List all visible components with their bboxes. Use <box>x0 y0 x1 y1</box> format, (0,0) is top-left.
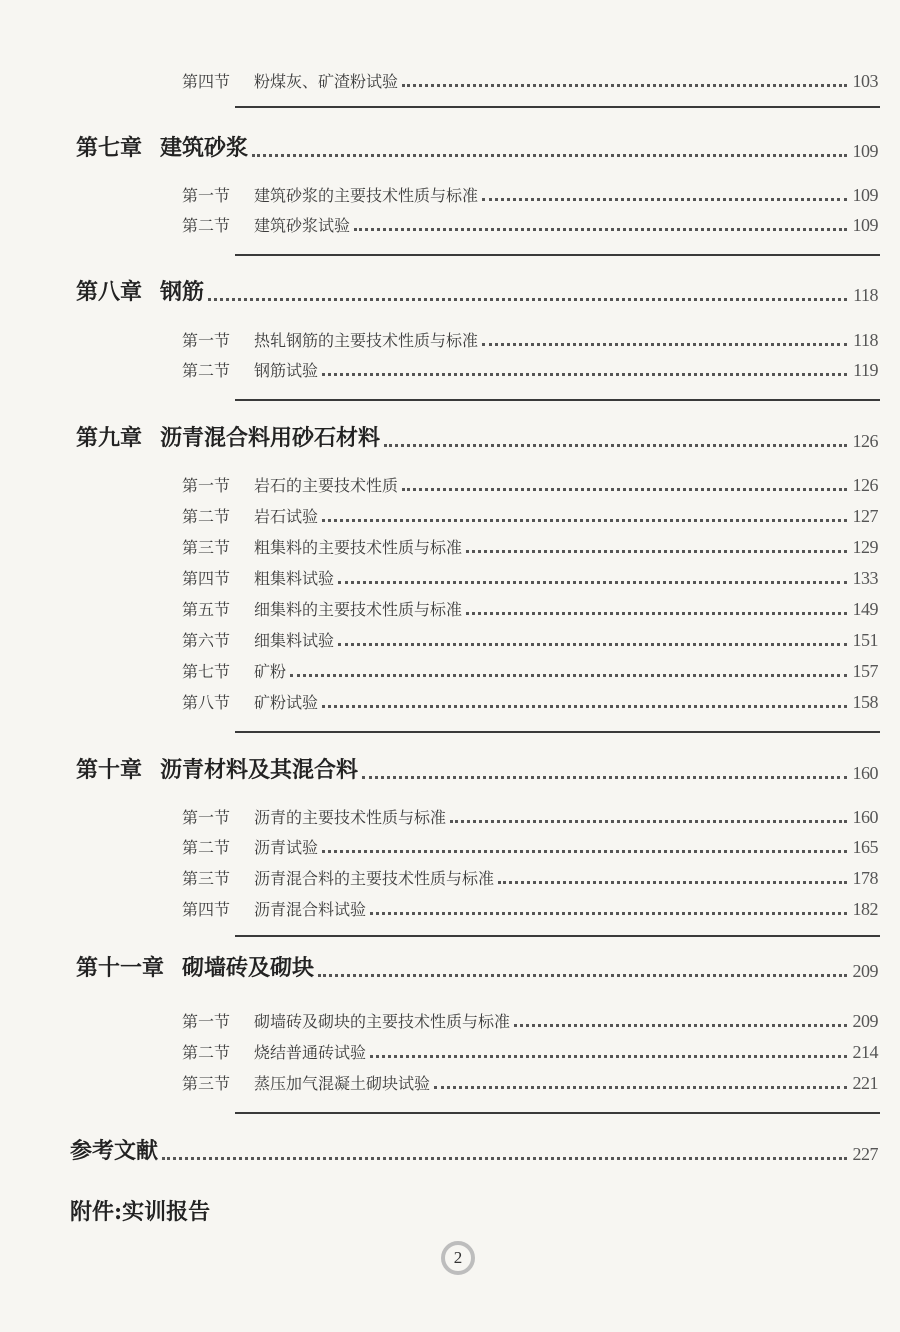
dot-leader <box>402 488 846 491</box>
toc-section-entry[interactable] <box>182 530 878 558</box>
toc-section-entry[interactable] <box>182 800 878 828</box>
dot-leader <box>370 912 846 915</box>
chapter-title: 沥青混合料用砂石材料 <box>160 425 381 451</box>
section-number: 第五节 <box>182 600 231 619</box>
dot-leader <box>402 84 846 87</box>
page-ref: 214 <box>852 1042 878 1062</box>
section-title: 矿粉试验 <box>254 693 319 712</box>
section-number: 第二节 <box>182 507 231 526</box>
section-title: 粉煤灰、矿渣粉试验 <box>254 72 399 91</box>
page-ref: 109 <box>852 215 878 235</box>
page-ref: 178 <box>852 868 878 888</box>
dot-leader <box>322 850 846 853</box>
section-number: 第二节 <box>182 361 231 380</box>
page-ref: 165 <box>852 837 878 857</box>
section-title: 沥青试验 <box>254 838 319 857</box>
toc-appendix[interactable] <box>70 1192 878 1226</box>
toc-section-entry[interactable] <box>182 1066 878 1094</box>
chapter-title: 砌墙砖及砌块 <box>182 955 315 981</box>
chapter-title: 沥青材料及其混合料 <box>160 757 359 783</box>
page-ref: 149 <box>852 599 878 619</box>
appendix-title: 附件:实训报告 <box>70 1199 211 1225</box>
dot-leader <box>322 705 846 708</box>
divider <box>235 935 880 937</box>
section-number: 第三节 <box>182 1074 231 1093</box>
section-title: 蒸压加气混凝土砌块试验 <box>254 1074 431 1093</box>
toc-section-entry[interactable] <box>182 623 878 651</box>
page-ref: 151 <box>852 630 878 650</box>
dot-leader <box>252 154 846 157</box>
page-ref: 160 <box>852 763 878 783</box>
toc-section-entry[interactable] <box>182 353 878 381</box>
section-title: 粗集料试验 <box>254 569 335 588</box>
section-title: 沥青混合料试验 <box>254 900 367 919</box>
section-number: 第一节 <box>182 331 231 350</box>
toc-chapter-7[interactable] <box>76 128 878 162</box>
section-title: 矿粉 <box>254 662 287 681</box>
page-ref: 103 <box>852 71 878 91</box>
dot-leader <box>338 581 846 584</box>
chapter-number: 第十一章 <box>76 955 165 981</box>
section-number: 第八节 <box>182 693 231 712</box>
toc-section-entry[interactable] <box>182 1035 878 1063</box>
section-number: 第四节 <box>182 900 231 919</box>
toc-section-entry[interactable] <box>182 654 878 682</box>
dot-leader <box>354 228 846 231</box>
toc-chapter-11[interactable] <box>76 948 878 982</box>
divider <box>235 731 880 733</box>
section-number: 第三节 <box>182 538 231 557</box>
chapter-number: 第九章 <box>76 425 143 451</box>
section-number: 第一节 <box>182 808 231 827</box>
toc-section-entry[interactable] <box>182 323 878 351</box>
toc-references[interactable] <box>70 1131 878 1165</box>
dot-leader <box>322 519 846 522</box>
page-ref: 126 <box>852 431 878 451</box>
section-number: 第二节 <box>182 838 231 857</box>
references-title: 参考文献 <box>70 1138 159 1164</box>
section-number: 第二节 <box>182 216 231 235</box>
chapter-title: 建筑砂浆 <box>160 135 249 161</box>
page-ref: 127 <box>852 506 878 526</box>
divider <box>235 399 880 401</box>
dot-leader <box>450 820 846 823</box>
dot-leader <box>482 343 847 346</box>
toc-section-entry[interactable] <box>182 178 878 206</box>
dot-leader <box>434 1086 846 1089</box>
page-ref: 227 <box>852 1144 878 1164</box>
dot-leader <box>384 444 846 447</box>
divider <box>235 1112 880 1114</box>
dot-leader <box>370 1055 846 1058</box>
page-ref: 118 <box>853 285 878 305</box>
section-title: 岩石试验 <box>254 507 319 526</box>
section-number: 第二节 <box>182 1043 231 1062</box>
toc-section-entry[interactable] <box>182 685 878 713</box>
toc-section-entry[interactable] <box>182 861 878 889</box>
dot-leader <box>208 298 847 301</box>
section-title: 细集料的主要技术性质与标准 <box>254 600 463 619</box>
page-ref: 209 <box>852 1011 878 1031</box>
page-ref: 109 <box>852 185 878 205</box>
section-number: 第四节 <box>182 72 231 91</box>
toc-section-entry[interactable] <box>182 830 878 858</box>
dot-leader <box>322 373 847 376</box>
section-title: 细集料试验 <box>254 631 335 650</box>
page-ref: 182 <box>852 899 878 919</box>
divider <box>235 106 880 108</box>
section-title: 岩石的主要技术性质 <box>254 476 399 495</box>
toc-section-entry[interactable] <box>182 561 878 589</box>
page-ref: 129 <box>852 537 878 557</box>
page-ref: 221 <box>852 1073 878 1093</box>
page-ref: 119 <box>853 360 878 380</box>
chapter-number: 第七章 <box>76 135 143 161</box>
toc-section-entry[interactable] <box>182 1004 878 1032</box>
toc-section-entry[interactable] <box>182 208 878 236</box>
page-ref: 133 <box>852 568 878 588</box>
toc-chapter-9[interactable] <box>76 418 878 452</box>
section-title: 建筑砂浆试验 <box>254 216 351 235</box>
chapter-number: 第八章 <box>76 279 143 305</box>
section-title: 粗集料的主要技术性质与标准 <box>254 538 463 557</box>
toc-chapter-8[interactable] <box>76 272 878 306</box>
dot-leader <box>482 198 846 201</box>
dot-leader <box>498 881 846 884</box>
dot-leader <box>466 612 846 615</box>
section-title: 钢筋试验 <box>254 361 319 380</box>
section-number: 第一节 <box>182 1012 231 1031</box>
section-number: 第四节 <box>182 569 231 588</box>
section-title: 热轧钢筋的主要技术性质与标准 <box>254 331 479 350</box>
section-title: 砌墙砖及砌块的主要技术性质与标准 <box>254 1012 511 1031</box>
page-ref: 160 <box>852 807 878 827</box>
chapter-number: 第十章 <box>76 757 143 783</box>
dot-leader <box>362 776 846 779</box>
page-ref: 158 <box>852 692 878 712</box>
chapter-title: 钢筋 <box>160 279 205 305</box>
section-title: 沥青的主要技术性质与标准 <box>254 808 447 827</box>
page-ref: 118 <box>853 330 878 350</box>
toc-section-entry[interactable] <box>182 592 878 620</box>
section-number: 第六节 <box>182 631 231 650</box>
dot-leader <box>290 674 846 677</box>
section-number: 第三节 <box>182 869 231 888</box>
section-number: 第七节 <box>182 662 231 681</box>
dot-leader <box>162 1157 846 1160</box>
page-number-badge: 2 <box>441 1241 475 1275</box>
divider <box>235 254 880 256</box>
section-title: 建筑砂浆的主要技术性质与标准 <box>254 186 479 205</box>
dot-leader <box>338 643 846 646</box>
page-ref: 209 <box>852 961 878 981</box>
dot-leader <box>318 974 846 977</box>
toc-section-entry[interactable] <box>182 64 878 92</box>
toc-chapter-10[interactable] <box>76 750 878 784</box>
section-title: 沥青混合料的主要技术性质与标准 <box>254 869 495 888</box>
section-title: 烧结普通砖试验 <box>254 1043 367 1062</box>
toc-section-entry[interactable] <box>182 499 878 527</box>
dot-leader <box>514 1024 846 1027</box>
page-ref: 126 <box>852 475 878 495</box>
section-number: 第一节 <box>182 186 231 205</box>
section-number: 第一节 <box>182 476 231 495</box>
toc-section-entry[interactable] <box>182 468 878 496</box>
dot-leader <box>466 550 846 553</box>
page-ref: 109 <box>852 141 878 161</box>
page-ref: 157 <box>852 661 878 681</box>
toc-section-entry[interactable] <box>182 892 878 920</box>
